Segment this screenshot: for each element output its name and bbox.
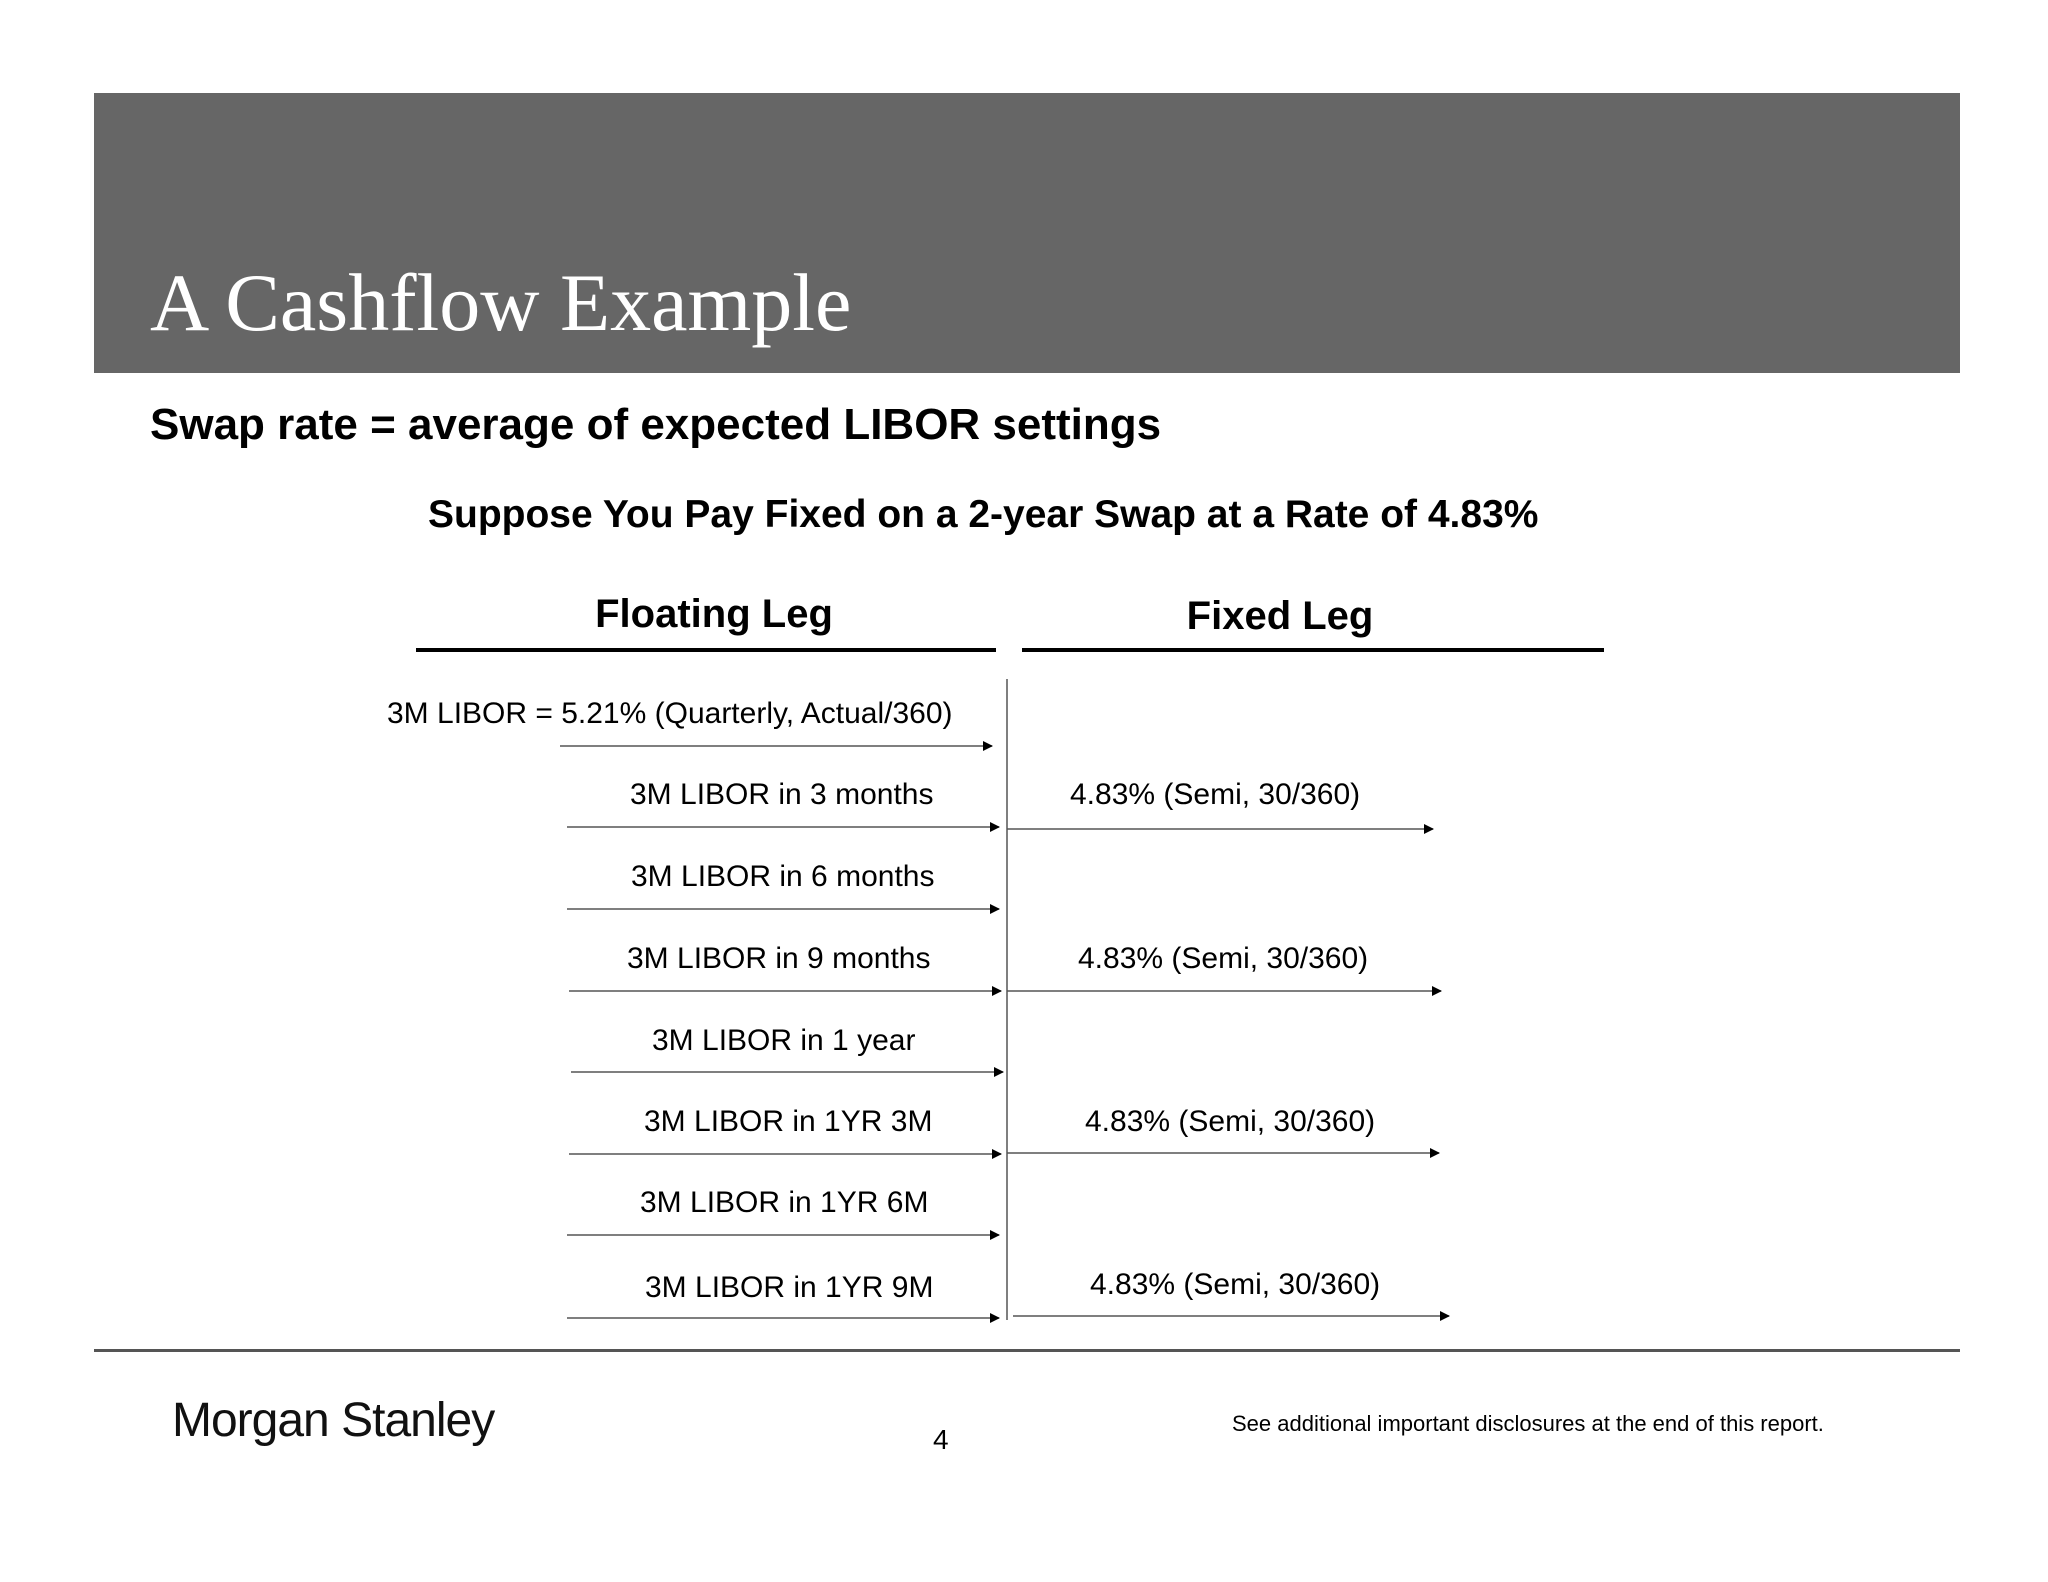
floating-flow-label: 3M LIBOR in 1YR 3M	[644, 1105, 933, 1138]
floating-leg-heading: Floating Leg	[595, 592, 833, 636]
page-number: 4	[933, 1424, 949, 1455]
floating-flow-label: 3M LIBOR in 1 year	[652, 1024, 916, 1057]
floating-flow-label: 3M LIBOR = 5.21% (Quarterly, Actual/360)	[387, 697, 953, 730]
footer-rule	[94, 1349, 1960, 1352]
page-title: A Cashflow Example	[150, 257, 852, 348]
scenario-heading: Suppose You Pay Fixed on a 2-year Swap at a Rate of 4.83%	[428, 493, 1539, 536]
fixed-flow-label: 4.83% (Semi, 30/360)	[1090, 1268, 1381, 1301]
morgan-stanley-logo: Morgan Stanley	[172, 1394, 495, 1447]
subtitle: Swap rate = average of expected LIBOR settings	[150, 400, 1162, 449]
disclosure-note: See additional important disclosures at the end of this report.	[1232, 1411, 1824, 1436]
floating-flow-label: 3M LIBOR in 1YR 6M	[640, 1186, 929, 1219]
fixed-leg-heading: Fixed Leg	[1186, 594, 1374, 638]
fixed-flow-label: 4.83% (Semi, 30/360)	[1070, 778, 1361, 811]
fixed-flow-label: 4.83% (Semi, 30/360)	[1085, 1105, 1376, 1138]
floating-flow-label: 3M LIBOR in 6 months	[631, 860, 935, 893]
fixed-flow-label: 4.83% (Semi, 30/360)	[1078, 942, 1369, 975]
floating-flow-label: 3M LIBOR in 3 months	[630, 778, 934, 811]
floating-flow-label: 3M LIBOR in 1YR 9M	[645, 1271, 934, 1304]
floating-flow-label: 3M LIBOR in 9 months	[627, 942, 931, 975]
